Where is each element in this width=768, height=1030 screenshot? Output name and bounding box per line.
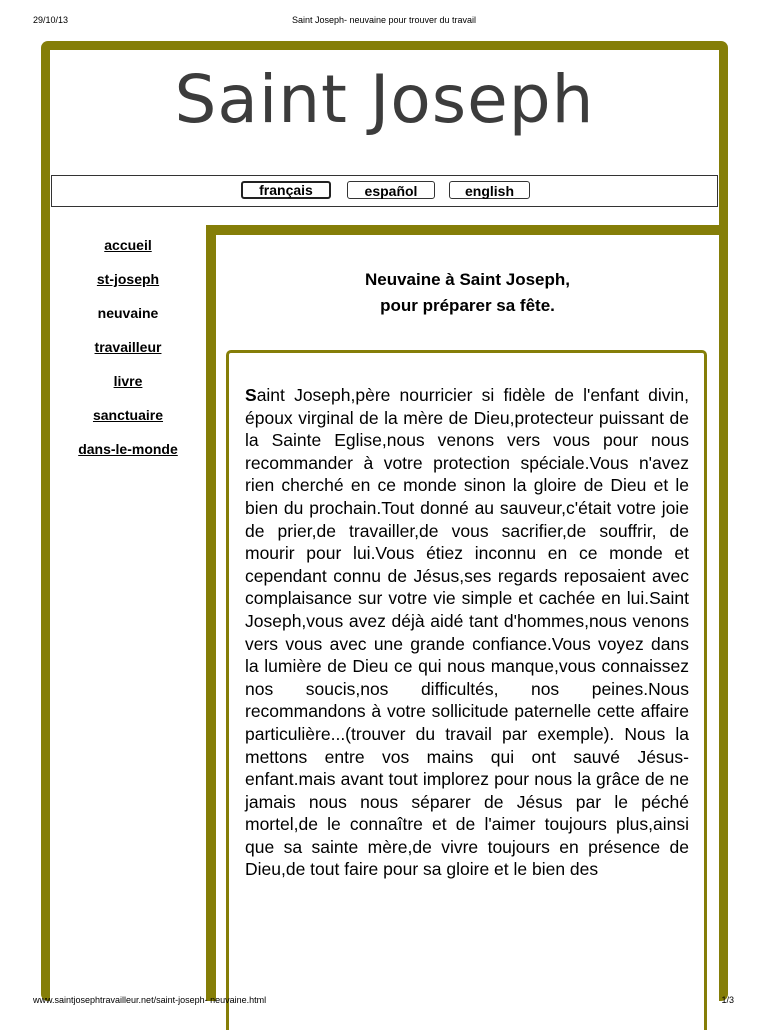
prayer-initial: S <box>245 385 257 405</box>
lang-button-english[interactable]: english <box>449 181 530 199</box>
print-header <box>0 15 768 29</box>
page-frame-inner <box>50 50 719 1001</box>
heading-line-1: Neuvaine à Saint Joseph, <box>364 270 570 289</box>
content-heading <box>216 267 719 319</box>
content-frame <box>206 225 719 1001</box>
prayer-text <box>245 384 689 881</box>
nav-item-dans-le-monde[interactable]: dans-le-monde <box>78 441 178 457</box>
content-area <box>216 235 719 1001</box>
prayer-box <box>226 350 707 1030</box>
nav-item-neuvaine[interactable]: neuvaine <box>97 305 159 321</box>
nav-item-travailleur[interactable]: travailleur <box>94 339 162 355</box>
nav-item-accueil[interactable]: accueil <box>104 237 152 253</box>
page-frame <box>41 41 728 1001</box>
heading-line-2: pour préparer sa fête. <box>380 296 555 315</box>
print-url: www.saintjosephtravailleur.net/saint-joseph- neuvaine.html <box>33 995 267 1005</box>
lang-button-espanol[interactable]: español <box>347 181 435 199</box>
nav-item-sanctuaire[interactable]: sanctuaire <box>92 407 164 423</box>
print-date: 29/10/13 <box>33 15 69 25</box>
prayer-body: aint Joseph,père nourricier si fidèle de l'enfant divin, époux virginal de la mère de Dieu,protecteur puissant de la Sainte Eglise,nous venons vers vous pour nous recommander à votre protection spéciale.Vous n'avez rien cherché en ce monde sinon la gloire de Dieu et le bien du prochain.Tout donné au sauveur,c'était votre joie de prier,de travailler,de vous sacrifier,de souffrir, de mourir pour lui.Vous étiez inconnu en ce monde et cependant connu de Jésus,ses regards reposaient avec complaisance sur votre vie simple et cachée en lui.Saint Joseph,vous avez déjà aidé tant d'hommes,nous venons vers vous avec une grande confiance.Vous voyez dans la lumière de Dieu ce qui nous manque,vous connaissez nos soucis,nos difficultés, nos peines.Nous recommandons à votre sollicitude paternelle cette affaire particulière...(trouver du travail par exemple). Nous la mettons entre vos mains qui ont sauvé Jésus-enfant.mais avant tout implorez pour nous la grâce de ne jamais nous nous séparer de Jésus par le péché mortel,de le connaître et de l'aimer toujours plus,ainsi que sa sainte mère,de vivre toujours en présence de Dieu,de tout faire pour sa gloire et le bien des <box>245 385 689 880</box>
nav-item-st-joseph[interactable]: st-joseph <box>96 271 160 287</box>
lang-button-francais[interactable]: français <box>241 181 331 199</box>
print-page-title: Saint Joseph- neuvaine pour trouver du travail <box>291 15 477 25</box>
print-page-count: 1/3 <box>721 995 734 1005</box>
sidebar-nav <box>50 235 206 473</box>
site-title: Saint Joseph <box>174 61 595 138</box>
language-bar <box>51 175 718 207</box>
print-footer <box>0 995 768 1009</box>
nav-item-livre[interactable]: livre <box>113 373 143 389</box>
